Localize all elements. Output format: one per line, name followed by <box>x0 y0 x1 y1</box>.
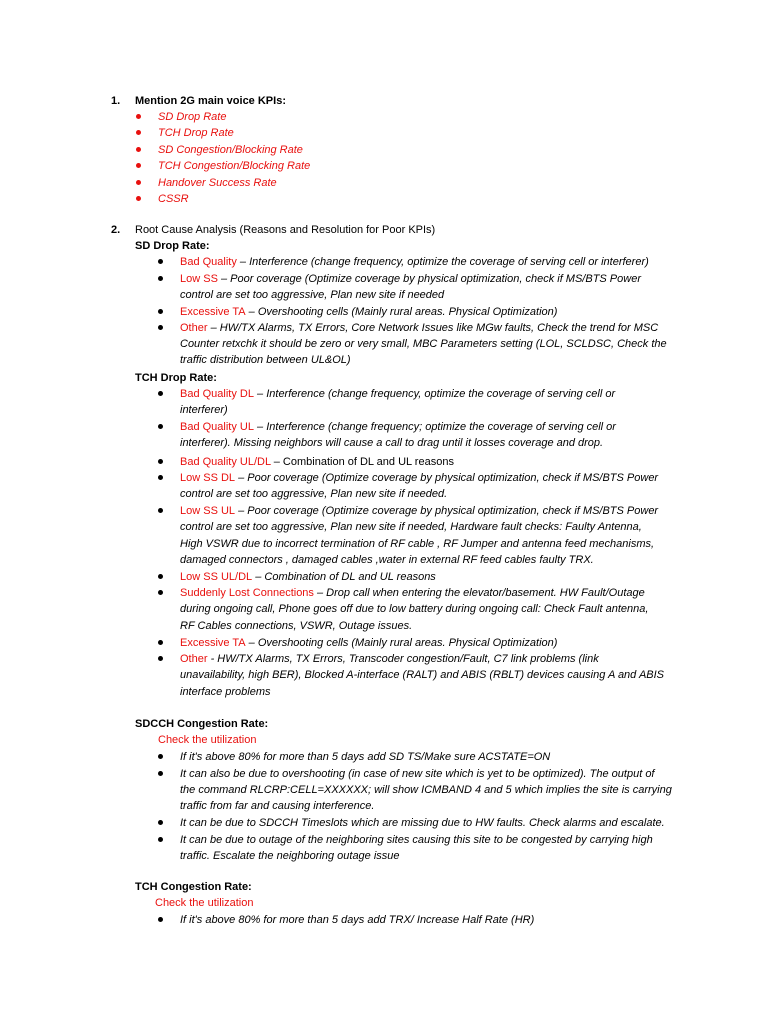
bullet <box>158 820 163 825</box>
tch-drop-item: Low SS DL – Poor coverage (Optimize coverage by physical optimization, check if MS/BTS Power <box>180 472 659 484</box>
sdcch-cong-item: If it's above 80% for more than 5 days add SD TS/Make sure ACSTATE=ON <box>180 751 551 763</box>
tch-drop-item: Excessive TA – Overshooting cells (Mainly rural areas. Physical Optimization) <box>180 637 558 649</box>
bullet <box>158 590 163 595</box>
kpi-item: CSSR <box>158 193 189 205</box>
tch-drop-item: Bad Quality UL/DL – Combination of DL and UL reasons <box>180 456 454 468</box>
bullet <box>136 196 141 201</box>
bullet <box>158 391 163 396</box>
sdcch-cong-item: It can also be due to overshooting (in case of new site which is yet to be optimized). The output of <box>180 768 655 780</box>
bullet <box>158 309 163 314</box>
sd-drop-item-cont: Counter retxchk it should be zero or very small, MBC Parameters setting (LOL, SCLDSC, Check the <box>180 338 667 350</box>
bullet <box>158 508 163 513</box>
bullet <box>158 837 163 842</box>
tch-cong-item: If it's above 80% for more than 5 days add TRX/ Increase Half Rate (HR) <box>180 914 535 926</box>
sdcch-cong-item-cont: traffic from far and causing interference. <box>180 800 375 812</box>
bullet <box>158 475 163 480</box>
bullet <box>136 163 141 168</box>
tch-drop-item: Low SS UL/DL – Combination of DL and UL reasons <box>180 571 436 583</box>
q2-number: 2. <box>111 224 121 236</box>
tch-drop-item-cont: High VSWR due to incorrect termination of RF cable , RF Jumper and antenna feed mechanisms, <box>180 538 655 550</box>
tch-drop-item: Suddenly Lost Connections – Drop call when entering the elevator/basement. HW Fault/Outage <box>180 587 645 599</box>
tch-drop-item-cont: interferer) <box>180 404 228 416</box>
sdcch-cong-item: It can be due to outage of the neighboring sites causing this site to be congested by carrying high <box>180 834 653 846</box>
sd-drop-item: Excessive TA – Overshooting cells (Mainly rural areas. Physical Optimization) <box>180 306 558 318</box>
tch-drop-item-cont: control are set too aggressive, Plan new site if needed. <box>180 488 448 500</box>
bullet <box>158 640 163 645</box>
kpi-item: Handover Success Rate <box>158 177 277 189</box>
kpi-item: SD Congestion/Blocking Rate <box>158 144 303 156</box>
bullet <box>136 114 141 119</box>
sd-drop-item-cont: control are set too aggressive, Plan new site if needed <box>180 289 445 301</box>
bullet <box>158 325 163 330</box>
tch-drop-item-cont: control are set too aggressive, Plan new site if needed, Hardware fault checks: Faulty Antenna, <box>180 521 642 533</box>
bullet <box>158 424 163 429</box>
tch-drop-item-cont: damaged connectors , damaged cables ,water in external RF feed cables faulty TRX. <box>180 554 594 566</box>
bullet <box>158 259 163 264</box>
kpi-item: TCH Congestion/Blocking Rate <box>158 160 311 172</box>
tch-drop-item-cont: interferer). Missing neighbors will cause a call to drag until it losses coverage and drop. <box>180 437 604 449</box>
tch-drop-item-cont: RF Cables connections, VSWR, Outage issues. <box>180 620 413 632</box>
tch-drop-item: Bad Quality UL – Interference (change frequency; optimize the coverage of serving cell or <box>180 421 616 433</box>
kpi-item: SD Drop Rate <box>158 111 227 123</box>
sdcch-cong-subheading: Check the utilization <box>158 734 257 746</box>
tch-drop-item-cont: interface problems <box>180 686 271 698</box>
bullet <box>158 459 163 464</box>
bullet <box>158 917 163 922</box>
bullet <box>136 147 141 152</box>
bullet <box>158 754 163 759</box>
tch-drop-item: Low SS UL – Poor coverage (Optimize coverage by physical optimization, check if MS/BTS Power <box>180 505 659 517</box>
sdcch-cong-item-cont: the command RLCRP:CELL=XXXXXX; will show ICMBAND 4 and 5 which implies the site is carrying <box>180 784 672 796</box>
tch-drop-heading: TCH Drop Rate: <box>135 372 217 384</box>
bullet <box>136 180 141 185</box>
kpi-item: TCH Drop Rate <box>158 127 234 139</box>
sd-drop-item: Low SS – Poor coverage (Optimize coverage by physical optimization, check if MS/BTS Power <box>180 273 641 285</box>
q1-title: Mention 2G main voice KPIs: <box>135 95 286 107</box>
bullet <box>158 574 163 579</box>
tch-drop-item-cont: during ongoing call, Phone goes off due to low battery during ongoing call: Check Fault antenna, <box>180 603 649 615</box>
sd-drop-item: Other – HW/TX Alarms, TX Errors, Core Network Issues like MGw faults, Check the trend for MSC <box>180 322 659 334</box>
tch-drop-item-cont: unavailability, high BER), Blocked A-interface (RALT) and ABIS (RBLT) devices causing A and ABIS <box>180 669 665 681</box>
q1-number: 1. <box>111 95 121 107</box>
sdcch-cong-heading: SDCCH Congestion Rate: <box>135 718 269 730</box>
bullet <box>158 656 163 661</box>
bullet <box>158 771 163 776</box>
bullet <box>136 130 141 135</box>
tch-drop-item: Bad Quality DL – Interference (change frequency, optimize the coverage of serving cell or <box>180 388 616 400</box>
sd-drop-item: Bad Quality – Interference (change frequency, optimize the coverage of serving cell or interferer) <box>180 256 649 268</box>
q2-title: Root Cause Analysis (Reasons and Resolution for Poor KPIs) <box>135 224 436 236</box>
sdcch-cong-item-cont: traffic. Escalate the neighboring outage issue <box>180 850 400 862</box>
sdcch-cong-item: It can be due to SDCCH Timeslots which are missing due to HW faults. Check alarms and escalate. <box>180 817 665 829</box>
sd-drop-heading: SD Drop Rate: <box>135 240 210 252</box>
tch-cong-subheading: Check the utilization <box>155 897 254 909</box>
sd-drop-item-cont: traffic distribution between UL&OL) <box>180 354 351 366</box>
tch-drop-item: Other - HW/TX Alarms, TX Errors, Transcoder congestion/Fault, C7 link problems (link <box>180 653 599 665</box>
tch-cong-heading: TCH Congestion Rate: <box>135 881 252 893</box>
bullet <box>158 276 163 281</box>
